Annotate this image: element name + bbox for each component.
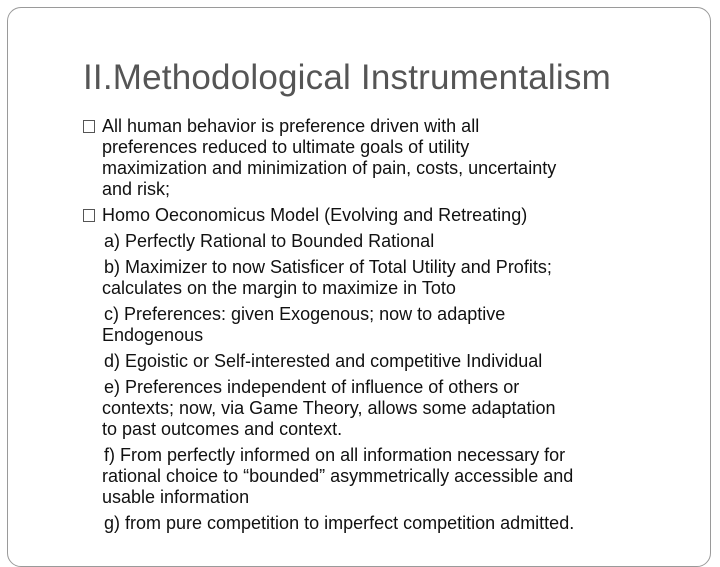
subitem-g [83, 513, 693, 534]
subitem-text-line: g) from pure competition to imperfect competition admitted. [104, 513, 575, 533]
subitem-text-line: c) Preferences: given Exogenous; now to adaptive [104, 304, 506, 324]
subitem-text-line: f) From perfectly informed on all information necessary for [104, 445, 566, 465]
subitem-text-line: to past outcomes and context. [102, 419, 343, 439]
subitem-text-line: calculates on the margin to maximize in Toto [102, 278, 456, 298]
bullet-text-line: All human behavior is preference driven with all [102, 116, 480, 136]
subitem-a [83, 231, 693, 252]
bullet-box-icon [83, 120, 95, 133]
subitem-text-line: e) Preferences independent of influence of others or [104, 377, 520, 397]
bullet-preference-driven [83, 116, 693, 200]
bullet-box-icon [83, 209, 95, 222]
subitem-c [83, 304, 693, 346]
subitem-text-line: contexts; now, via Game Theory, allows some adaptation [102, 398, 556, 418]
subitem-text-line: rational choice to “bounded” asymmetrically accessible and [102, 466, 574, 486]
subitem-text-line: usable information [102, 487, 250, 507]
subitem-b [83, 257, 693, 299]
bullet-text-line: maximization and minimization of pain, costs, uncertainty [102, 158, 557, 178]
slide-title: II.Methodological Instrumentalism [83, 58, 611, 97]
bullet-text-line: and risk; [102, 179, 171, 199]
subitem-text-line: d) Egoistic or Self-interested and competitive Individual [104, 351, 543, 371]
bullet-text-line: Homo Oeconomicus Model (Evolving and Retreating) [102, 205, 528, 225]
subitem-text-line: b) Maximizer to now Satisficer of Total Utility and Profits; [104, 257, 552, 277]
bullet-text-line: preferences reduced to ultimate goals of utility [102, 137, 470, 157]
slide-body [83, 116, 693, 539]
subitem-d [83, 351, 693, 372]
bullet-homo-oeconomicus [83, 205, 693, 226]
subitem-f [83, 445, 693, 508]
subitem-e [83, 377, 693, 440]
subitem-text-line: a) Perfectly Rational to Bounded Rational [104, 231, 435, 251]
subitem-text-line: Endogenous [102, 325, 204, 345]
